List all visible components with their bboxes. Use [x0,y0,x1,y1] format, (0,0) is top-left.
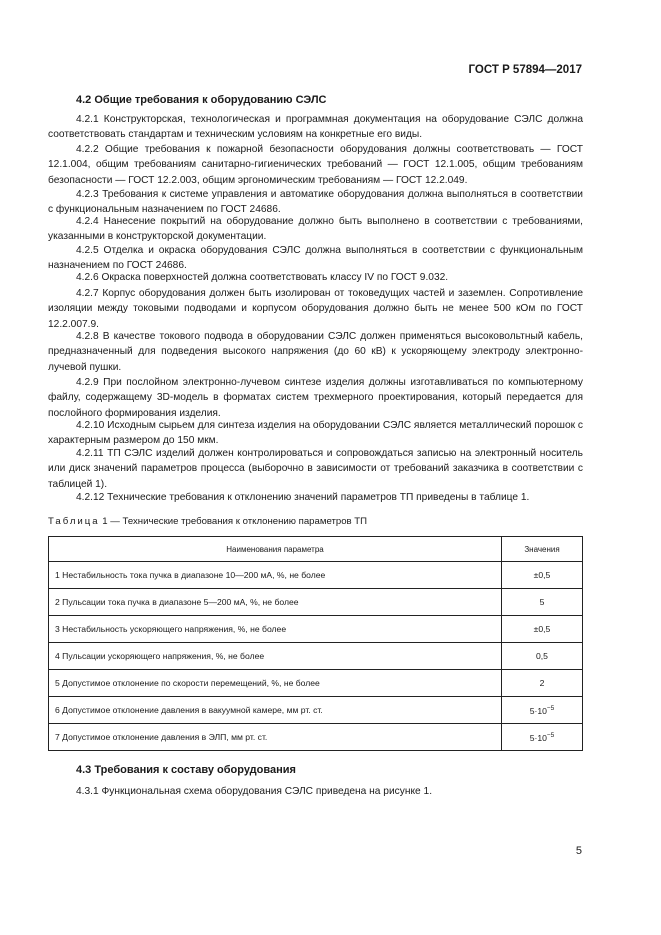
table-caption-prefix: Таблица [48,516,100,527]
row-value: ±0,5 [502,562,583,589]
row-value: 0,5 [502,643,583,670]
row-value: 5 [502,589,583,616]
paragraph-4-2-10: 4.2.10 Исходным сырьем для синтеза изделия на оборудовании СЭЛС является металлический порошок с характерным размером до 150 мкм. [48,420,583,447]
table-row [49,562,583,589]
table-row [49,697,583,724]
paragraph-4-2-11: 4.2.11 ТП СЭЛС изделий должен контролироваться и сопровождаться записью на электронный носитель или диск значений параметров процесса (выборочно в зависимости от требований заказчика в соответствии с таблицей 1). [48,448,583,490]
row-value [502,724,583,751]
row-param: 1 Нестабильность тока пучка в диапазоне 10—200 мА, %, не более [49,562,502,589]
value-mantissa: 5·10 [529,705,547,716]
value-exponent: −5 [546,731,555,739]
page-number: 5 [575,845,582,857]
table-row [49,589,583,616]
paragraph-4-2-12: 4.2.12 Технические требования к отклонению значений параметров ТП приведены в таблице 1. [76,492,530,503]
value-exponent: −5 [546,704,555,712]
row-param: 6 Допустимое отклонение давления в вакуумной камере, мм рт. ст. [49,697,502,724]
value-mantissa: 5·10 [529,732,547,743]
section-4-3-title: 4.3 Требования к составу оборудования [76,764,296,776]
paragraph-4-2-9: 4.2.9 При послойном электронно-лучевом синтезе изделия должны изготавливаться по компьютерному файлу, содержащему 3D-модель в форматах систем трехмерного проектирования, который передается для послойного формирования изделия. [48,377,583,419]
paragraph-4-2-8: 4.2.8 В качестве токового подвода в оборудовании СЭЛС должен применяться высоковольтный кабель, предназначенный для подведения высокого напряжения (до 60 кВ) к ускоряющему электроду электронно-лучевой пушки. [48,331,583,373]
table-row [49,724,583,751]
standard-number: ГОСТ Р 57894—2017 [468,64,582,76]
row-param: 4 Пульсации ускоряющего напряжения, %, не более [49,643,502,670]
paragraph-4-2-4: 4.2.4 Нанесение покрытий на оборудование должно быть выполнено в соответствии с требованиями, указанными в конструкторской документации. [48,216,583,243]
row-value: 2 [502,670,583,697]
paragraph-4-2-1: 4.2.1 Конструкторская, технологическая и программная документация на оборудование СЭЛС должна соответствовать стандартам и техническим условиям на конкретные его виды. [48,114,583,141]
row-param: 3 Нестабильность ускоряющего напряжения, %, не более [49,616,502,643]
paragraph-4-3-1: 4.3.1 Функциональная схема оборудования СЭЛС приведена на рисунке 1. [76,786,433,797]
table-caption [48,516,367,527]
paragraph-4-2-5: 4.2.5 Отделка и окраска оборудования СЭЛС должна выполняться в соответствии с функциональным назначением по ГОСТ 24686. [48,245,583,272]
row-value: ±0,5 [502,616,583,643]
paragraph-4-2-6: 4.2.6 Окраска поверхностей должна соответствовать классу IV по ГОСТ 9.032. [76,272,449,283]
header-param: Наименования параметра [49,537,502,562]
row-param: 2 Пульсации тока пучка в диапазоне 5—200 мА, %, не более [49,589,502,616]
header-value: Значения [502,537,583,562]
row-value [502,697,583,724]
paragraph-4-2-7: 4.2.7 Корпус оборудования должен быть изолирован от токоведущих частей и заземлен. Сопротивление изоляции между токовыми подводами и корпусом оборудования должно быть не менее 500 кОм по ГОСТ 12.2.007.9. [48,288,583,330]
section-4-2-title: 4.2 Общие требования к оборудованию СЭЛС [76,94,327,106]
row-param: 5 Допустимое отклонение по скорости перемещений, %, не более [49,670,502,697]
table-caption-text: 1 — Технические требования к отклонению параметров ТП [99,516,368,527]
table-row [49,670,583,697]
table-header-row [49,537,583,562]
requirements-table [48,536,583,751]
table-row [49,616,583,643]
row-param: 7 Допустимое отклонение давления в ЭЛП, мм рт. ст. [49,724,502,751]
paragraph-4-2-3: 4.2.3 Требования к системе управления и автоматике оборудования должна выполняться в соответствии с функциональным назначением по ГОСТ 24686. [48,189,583,216]
paragraph-4-2-2: 4.2.2 Общие требования к пожарной безопасности оборудования должны соответствовать — ГОСТ 12.1.004, общим требованиям санитарно-гигиенических требований — ГОСТ 12.1.005, общим требованиям безопасности — ГОСТ 12.2.003, общим эргономическим требованиям — ГОСТ 12.2.049. [48,144,583,186]
table-row [49,643,583,670]
